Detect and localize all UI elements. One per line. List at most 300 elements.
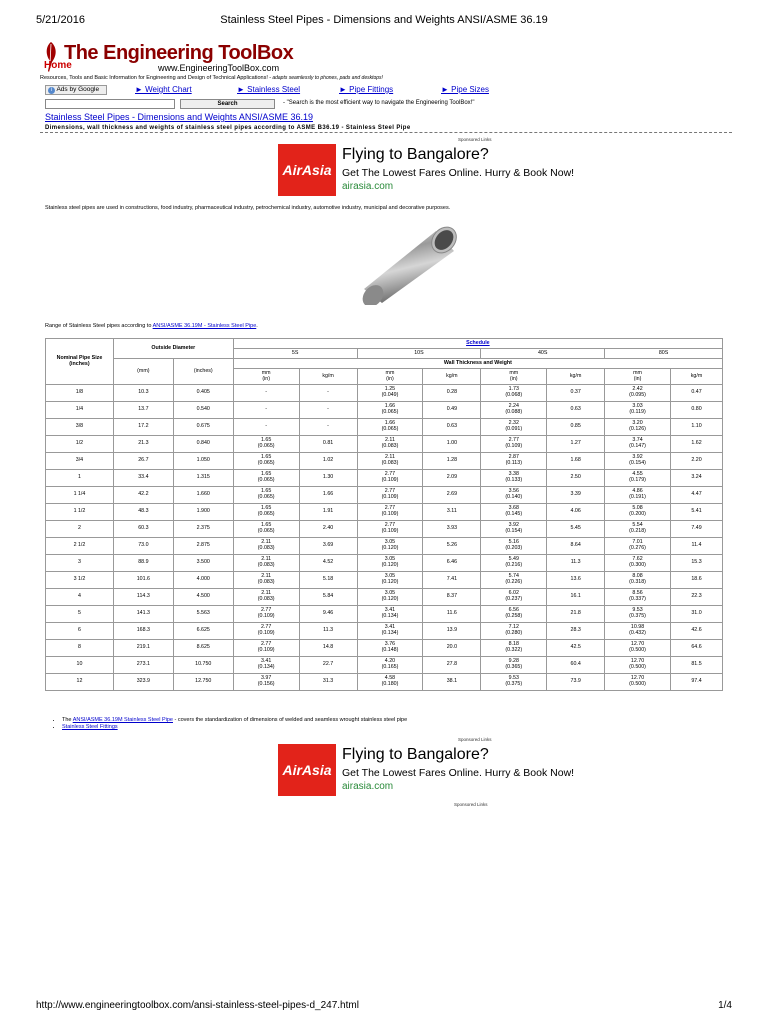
cell-weight: - [299, 402, 357, 419]
cell-wall-thickness [481, 453, 547, 470]
unit-kg: kg/m [423, 369, 481, 385]
cell-wall-thickness [481, 419, 547, 436]
search-input[interactable] [45, 99, 175, 109]
wall-in: (0.280) [505, 630, 523, 636]
cell-weight: 15.3 [671, 555, 723, 572]
cell-weight: 0.85 [547, 419, 605, 436]
wall-in: (0.109) [381, 494, 399, 500]
cell-weight: 4.52 [299, 555, 357, 572]
cell-wall-thickness [605, 470, 671, 487]
wall-mm: 3.41 [384, 624, 396, 631]
cell-weight: 0.80 [671, 402, 723, 419]
header-wall-thickness: Wall Thickness and Weight [233, 359, 722, 369]
wall-in: (0.500) [629, 664, 646, 670]
cell-wall-thickness [357, 487, 423, 504]
cell-nps: 1 1/4 [46, 487, 114, 504]
wall-in: (0.154) [505, 528, 523, 534]
ad-banner[interactable] [278, 744, 598, 796]
cell-weight: 7.49 [671, 521, 723, 538]
unit-kg: kg/m [299, 369, 357, 385]
cell-wall-thickness [605, 640, 671, 657]
cell-weight: 73.9 [547, 674, 605, 691]
cell-weight: 1.30 [299, 470, 357, 487]
cell-od-mm: 273.1 [113, 657, 173, 674]
cell-weight: 11.4 [671, 538, 723, 555]
wall-mm: 2.11 [261, 539, 272, 546]
wall-mm: 3.05 [384, 539, 396, 546]
wall-mm: 2.77 [508, 437, 519, 444]
range-link[interactable]: ANSI/ASME 36.19M - Stainless Steel Pipe [152, 323, 257, 329]
wall-mm: 9.53 [508, 675, 519, 682]
cell-wall-thickness [605, 436, 671, 453]
wall-mm: 2.11 [261, 590, 272, 597]
wall-in: (0.091) [505, 426, 523, 432]
cell-weight: 22.3 [671, 589, 723, 606]
cell-weight: 3.24 [671, 470, 723, 487]
table-row [46, 555, 723, 572]
wall-in: (0.065) [381, 409, 399, 415]
table-row [46, 657, 723, 674]
cell-wall-thickness [605, 402, 671, 419]
header-outside-diameter: Outside Diameter [113, 339, 233, 359]
airasia-logo: AirAsia [278, 144, 336, 196]
wall-in: (0.191) [629, 494, 646, 500]
cell-wall-thickness [357, 555, 423, 572]
cell-weight: 2.40 [299, 521, 357, 538]
wall-in: (0.120) [381, 596, 399, 602]
cell-weight: 14.8 [299, 640, 357, 657]
logo-site-url: www.EngineeringToolBox.com [158, 63, 280, 73]
cell-wall-thickness [357, 657, 423, 674]
nav-link-pipe-fittings[interactable]: ► Pipe Fittings [339, 85, 394, 94]
wall-mm: - [265, 406, 268, 413]
cell-weight: 1.91 [299, 504, 357, 521]
cell-weight: 31.3 [299, 674, 357, 691]
cell-weight: 13.6 [547, 572, 605, 589]
cell-wall-thickness [605, 657, 671, 674]
wall-mm: 3.76 [384, 641, 396, 648]
cell-od-mm: 219.1 [113, 640, 173, 657]
wall-mm: 7.62 [632, 556, 643, 563]
wall-in: (0.068) [505, 392, 523, 398]
cell-nps: 3 [46, 555, 114, 572]
cell-weight: 21.8 [547, 606, 605, 623]
cell-weight: 97.4 [671, 674, 723, 691]
cell-wall-thickness [605, 572, 671, 589]
wall-mm: 8.08 [632, 573, 643, 580]
wall-in: (0.065) [257, 511, 275, 517]
cell-weight: 7.41 [423, 572, 481, 589]
wall-in: (0.322) [505, 647, 523, 653]
table-row [46, 419, 723, 436]
wall-in: (0.218) [629, 528, 646, 534]
cell-weight: 11.3 [299, 623, 357, 640]
range-lead: Range of Stainless Steel pipes according to [45, 323, 153, 329]
nav-link-pipe-sizes[interactable]: ► Pipe Sizes [441, 85, 489, 94]
cell-od-in: 1.900 [173, 504, 233, 521]
unit-in: (in) [386, 375, 394, 382]
unit-in: (in) [633, 375, 642, 382]
cell-wall-thickness [481, 623, 547, 640]
airasia-logo: AirAsia [278, 744, 336, 796]
wall-in: (0.113) [505, 460, 522, 466]
wall-mm: 5.49 [508, 556, 519, 563]
wall-mm: 10.98 [630, 624, 645, 631]
cell-wall-thickness [357, 606, 423, 623]
sponsored-label: Sponsored Links [458, 137, 492, 142]
cell-wall-thickness [357, 385, 423, 402]
cell-wall-thickness [605, 674, 671, 691]
wall-mm: 2.87 [508, 454, 519, 461]
wall-mm: 12.70 [630, 675, 645, 682]
cell-wall-thickness [233, 623, 299, 640]
cell-od-mm: 60.3 [113, 521, 173, 538]
wall-mm: 3.38 [508, 471, 519, 478]
wall-mm: 3.92 [632, 454, 643, 461]
wall-in: (0.109) [257, 630, 275, 636]
cell-nps: 2 1/2 [46, 538, 114, 555]
wall-mm: 5.08 [632, 505, 643, 512]
cell-od-mm: 88.9 [113, 555, 173, 572]
cell-nps: 12 [46, 674, 114, 691]
cell-weight: 0.63 [547, 402, 605, 419]
note-item [62, 724, 407, 730]
cell-wall-thickness [605, 385, 671, 402]
ads-label: Ads by Google [56, 86, 100, 93]
cell-wall-thickness [605, 419, 671, 436]
ad-text: Get The Lowest Fares Online. Hurry & Book Now! [342, 767, 575, 779]
wall-in: (0.237) [505, 596, 523, 602]
cell-od-mm: 21.3 [113, 436, 173, 453]
wall-in: (0.375) [505, 681, 523, 687]
wall-in: (0.120) [381, 562, 399, 568]
cell-weight: 11.3 [547, 555, 605, 572]
wall-in: (0.109) [505, 443, 523, 449]
wall-mm: 4.55 [632, 471, 643, 478]
ad-domain[interactable]: airasia.com [342, 181, 394, 192]
cell-wall-thickness [481, 657, 547, 674]
ad-headline[interactable]: Flying to Bangalore? [342, 746, 489, 763]
cell-weight: 1.00 [423, 436, 481, 453]
cell-od-mm: 73.0 [113, 538, 173, 555]
wall-in: (0.500) [629, 681, 646, 687]
wall-mm: 2.32 [508, 420, 519, 427]
header-schedule-link[interactable]: Schedule [233, 339, 722, 349]
cell-weight: 2.09 [423, 470, 481, 487]
cell-wall-thickness [481, 589, 547, 606]
wall-in: (0.065) [257, 477, 275, 483]
cell-od-in: 8.625 [173, 640, 233, 657]
cell-wall-thickness [357, 572, 423, 589]
cell-nps: 1/4 [46, 402, 114, 419]
wall-in: (0.083) [257, 579, 275, 585]
wall-mm: 5.74 [508, 573, 519, 580]
wall-in: (0.300) [629, 562, 646, 568]
cell-weight: 3.11 [423, 504, 481, 521]
cell-wall-thickness [233, 572, 299, 589]
unit-mm: mm [633, 369, 642, 376]
wall-mm: 1.65 [261, 505, 272, 512]
cell-weight: 4.47 [671, 487, 723, 504]
cell-wall-thickness [605, 487, 671, 504]
info-icon: i [48, 87, 55, 94]
wall-in: (0.065) [381, 426, 399, 432]
ad-headline[interactable]: Flying to Bangalore? [342, 146, 489, 163]
cell-weight: 38.1 [423, 674, 481, 691]
cell-wall-thickness [233, 453, 299, 470]
wall-in: (0.258) [505, 613, 523, 619]
cell-weight: 5.18 [299, 572, 357, 589]
cell-weight: 8.37 [423, 589, 481, 606]
wall-in: (0.154) [629, 460, 646, 466]
cell-nps: 6 [46, 623, 114, 640]
cell-wall-thickness [481, 538, 547, 555]
wall-mm: 6.02 [508, 590, 519, 597]
wall-mm: 3.05 [384, 573, 396, 580]
cell-od-mm: 114.3 [113, 589, 173, 606]
cell-od-in: 0.405 [173, 385, 233, 402]
cell-weight: 1.10 [671, 419, 723, 436]
cell-od-mm: 323.9 [113, 674, 173, 691]
table-row [46, 436, 723, 453]
cell-od-mm: 168.3 [113, 623, 173, 640]
wall-mm: 3.05 [384, 556, 396, 563]
cell-wall-thickness [481, 487, 547, 504]
home-link[interactable]: Home [44, 60, 72, 71]
cell-od-mm: 26.7 [113, 453, 173, 470]
cell-weight: 42.6 [671, 623, 723, 640]
wall-mm: 8.18 [508, 641, 519, 648]
cell-od-in: 0.540 [173, 402, 233, 419]
header-schedule-80s: 80S [605, 349, 723, 359]
wall-mm: 4.58 [384, 675, 396, 682]
cell-weight: 60.4 [547, 657, 605, 674]
cell-od-mm: 13.7 [113, 402, 173, 419]
cell-wall-thickness [233, 419, 299, 436]
cell-wall-thickness [605, 538, 671, 555]
wall-in: (0.375) [629, 613, 646, 619]
ads-by-google-button[interactable] [45, 85, 107, 95]
table-row [46, 572, 723, 589]
wall-in: (0.126) [629, 426, 646, 432]
unit-in: (in) [262, 375, 270, 382]
wall-in: (0.200) [629, 511, 646, 517]
wall-in: (0.109) [381, 528, 399, 534]
pipe-data-table [45, 338, 723, 691]
wall-mm: 1.65 [261, 522, 272, 529]
unit-mm: mm [385, 369, 395, 376]
cell-wall-thickness [357, 402, 423, 419]
cell-wall-thickness [605, 606, 671, 623]
header-od-inches: (inches) [173, 359, 233, 385]
wall-mm: 1.73 [508, 386, 519, 393]
header-nominal-size: Nominal Pipe Size (inches) [46, 339, 114, 385]
cell-wall-thickness [481, 640, 547, 657]
cell-nps: 1 1/2 [46, 504, 114, 521]
nav-link-stainless-steel[interactable]: ► Stainless Steel [237, 85, 301, 94]
wall-mm: 2.77 [384, 488, 396, 495]
wall-mm: 9.28 [508, 658, 519, 665]
cell-wall-thickness [357, 504, 423, 521]
print-header [36, 14, 732, 28]
cell-wall-thickness [233, 487, 299, 504]
wall-mm: 1.65 [261, 488, 272, 495]
cell-weight: 3.93 [423, 521, 481, 538]
wall-mm: 7.01 [632, 539, 643, 546]
sponsored-label: Sponsored Links [458, 737, 492, 742]
wall-in: (0.134) [257, 664, 275, 670]
cell-weight: 3.69 [299, 538, 357, 555]
cell-od-mm: 33.4 [113, 470, 173, 487]
cell-wall-thickness [357, 436, 423, 453]
wall-in: (0.065) [257, 460, 275, 466]
table-row [46, 538, 723, 555]
cell-nps: 1/8 [46, 385, 114, 402]
cell-weight: 5.26 [423, 538, 481, 555]
header-od-mm: (mm) [113, 359, 173, 385]
breadcrumb[interactable]: Stainless Steel Pipes - Dimensions and Weights ANSI/ASME 36.19 [45, 112, 313, 122]
wall-in: (0.133) [505, 477, 523, 483]
cell-wall-thickness [233, 521, 299, 538]
cell-weight: 64.6 [671, 640, 723, 657]
print-date: 5/21/2016 [36, 14, 85, 26]
cell-wall-thickness [233, 385, 299, 402]
cell-wall-thickness [233, 657, 299, 674]
wall-in: (0.179) [629, 477, 646, 483]
ad-banner[interactable] [278, 144, 598, 196]
divider [40, 132, 732, 133]
wall-mm: 2.77 [261, 607, 272, 614]
cell-od-in: 1.660 [173, 487, 233, 504]
cell-weight: 1.62 [671, 436, 723, 453]
header-schedule-5s: 5S [233, 349, 357, 359]
cell-weight: - [299, 385, 357, 402]
wall-mm: 2.11 [261, 573, 272, 580]
cell-od-in: 1.050 [173, 453, 233, 470]
wall-in: (0.147) [629, 443, 646, 449]
note-link-fittings[interactable]: Stainless Steel Fittings [62, 724, 118, 730]
cell-weight: 28.3 [547, 623, 605, 640]
cell-wall-thickness [357, 521, 423, 538]
cell-wall-thickness [357, 453, 423, 470]
wall-mm: 8.56 [632, 590, 643, 597]
wall-in: (0.083) [381, 443, 399, 449]
wall-mm: 1.65 [261, 454, 272, 461]
cell-wall-thickness [233, 606, 299, 623]
ad-domain[interactable]: airasia.com [342, 781, 394, 792]
table-row [46, 487, 723, 504]
cell-weight: 31.0 [671, 606, 723, 623]
wall-mm: 1.25 [384, 386, 396, 393]
wall-in: (0.065) [257, 528, 275, 534]
cell-wall-thickness [481, 504, 547, 521]
cell-od-in: 2.875 [173, 538, 233, 555]
cell-weight: 1.27 [547, 436, 605, 453]
table-row [46, 521, 723, 538]
note-link-ansi[interactable]: ANSI/ASME 36.19M Stainless Steel Pipe [72, 717, 173, 723]
header-schedule-10s: 10S [357, 349, 481, 359]
wall-mm: 4.86 [632, 488, 643, 495]
print-title: Stainless Steel Pipes - Dimensions and Weights ANSI/ASME 36.19 [220, 14, 548, 26]
wall-mm: - [265, 389, 268, 396]
cell-weight: 20.0 [423, 640, 481, 657]
cell-od-in: 5.563 [173, 606, 233, 623]
wall-in: (0.109) [381, 477, 399, 483]
wall-mm: 2.77 [261, 624, 272, 631]
wall-mm: 2.42 [632, 386, 643, 393]
wall-mm: 1.66 [384, 403, 396, 410]
cell-weight: 3.39 [547, 487, 605, 504]
cell-weight: 0.49 [423, 402, 481, 419]
cell-wall-thickness [481, 572, 547, 589]
wall-in: (0.095) [629, 392, 646, 398]
cell-od-in: 0.840 [173, 436, 233, 453]
wall-in: (0.109) [257, 613, 275, 619]
nav-bar [45, 85, 705, 96]
cell-weight: 1.28 [423, 453, 481, 470]
cell-weight: 0.81 [299, 436, 357, 453]
cell-weight: 11.6 [423, 606, 481, 623]
intro-text: Stainless steel pipes are used in constructions, food industry, pharmaceutical industry, petrochemical industry, automotive industry, municipal and decorative purposes. [45, 205, 451, 211]
range-end: . [256, 323, 258, 329]
wall-mm: 3.56 [508, 488, 519, 495]
unit-mm: mm [261, 369, 271, 376]
cell-weight: 5.84 [299, 589, 357, 606]
cell-wall-thickness [481, 521, 547, 538]
wall-in: (0.365) [505, 664, 523, 670]
cell-wall-thickness [481, 555, 547, 572]
cell-wall-thickness [605, 623, 671, 640]
cell-od-mm: 101.6 [113, 572, 173, 589]
wall-in: (0.134) [381, 630, 399, 636]
wall-mm: 2.11 [261, 556, 272, 563]
wall-mm: 2.77 [261, 641, 272, 648]
cell-wall-thickness [233, 402, 299, 419]
cell-nps: 10 [46, 657, 114, 674]
wall-mm: 3.68 [508, 505, 519, 512]
table-row [46, 606, 723, 623]
print-page-number: 1/4 [718, 1000, 732, 1011]
cell-wall-thickness [233, 504, 299, 521]
sponsored-label: Sponsored Links [454, 802, 488, 807]
cell-wall-thickness [605, 589, 671, 606]
unit-mm-in [605, 369, 671, 385]
cell-od-in: 3.500 [173, 555, 233, 572]
unit-mm-in [357, 369, 423, 385]
wall-in: (0.318) [629, 579, 646, 585]
cell-od-mm: 141.3 [113, 606, 173, 623]
cell-wall-thickness [605, 453, 671, 470]
search-button[interactable]: Search [180, 99, 275, 109]
nav-link-weight-chart[interactable]: ► Weight Chart [135, 85, 192, 94]
table-row [46, 504, 723, 521]
cell-wall-thickness [233, 555, 299, 572]
cell-od-in: 6.625 [173, 623, 233, 640]
cell-od-in: 0.675 [173, 419, 233, 436]
wall-in: (0.148) [381, 647, 399, 653]
wall-in: (0.180) [381, 681, 399, 687]
wall-mm: 3.41 [261, 658, 272, 665]
site-logo[interactable] [40, 40, 300, 74]
print-url: http://www.engineeringtoolbox.com/ansi-stainless-steel-pipes-d_247.html [36, 1000, 359, 1011]
wall-in: (0.165) [381, 664, 399, 670]
cell-wall-thickness [233, 640, 299, 657]
cell-weight: 27.8 [423, 657, 481, 674]
cell-wall-thickness [233, 589, 299, 606]
cell-wall-thickness [357, 470, 423, 487]
cell-wall-thickness [481, 470, 547, 487]
page-subtitle: Dimensions, wall thickness and weights of stainless steel pipes according to ASME B36.19 - Stainless Steel Pipe [45, 125, 411, 131]
